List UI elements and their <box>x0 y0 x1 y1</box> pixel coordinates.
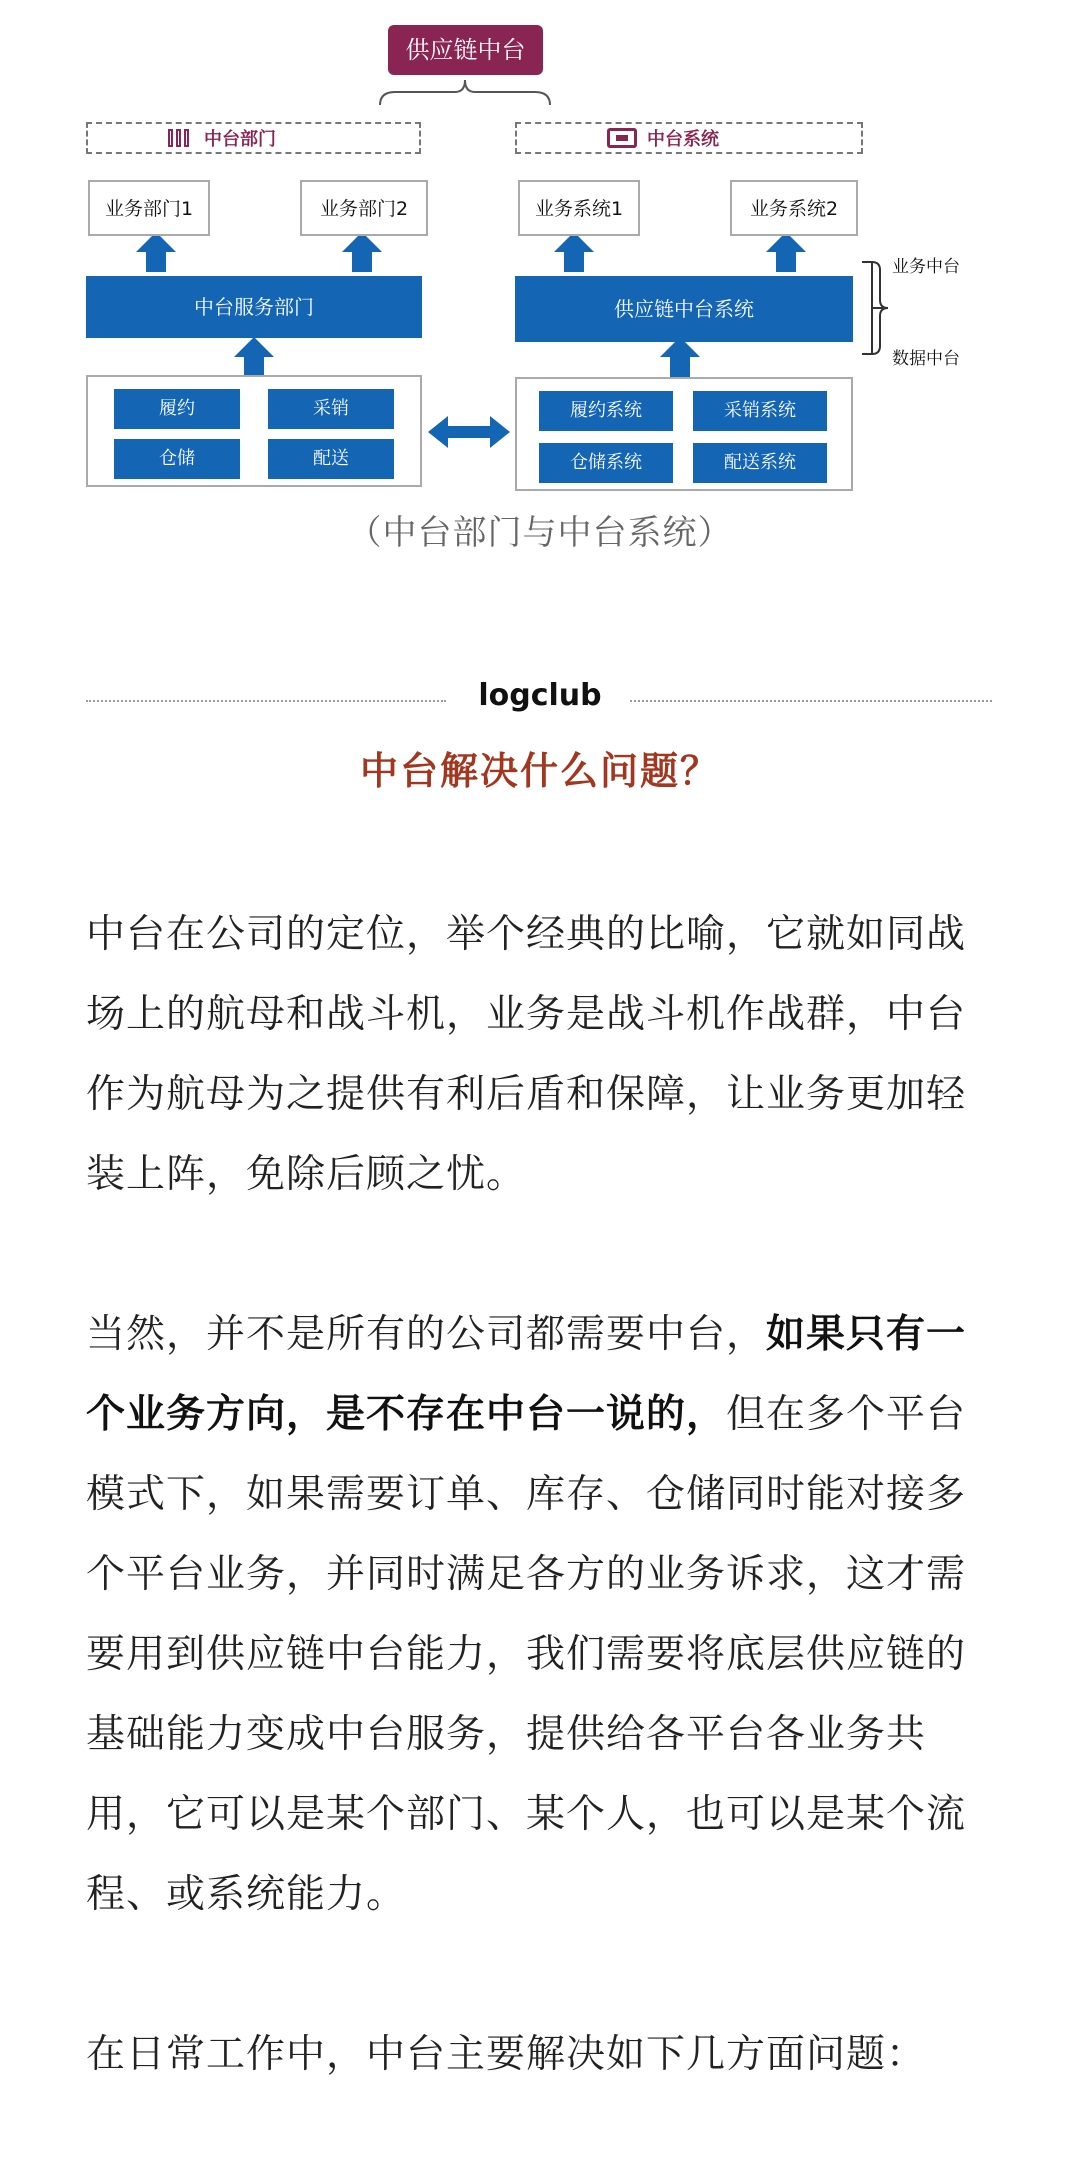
right-top-box-1: 业务系统1 <box>518 180 640 236</box>
arrow-left-1 <box>136 232 176 272</box>
right-unit-2: 采销系统 <box>693 391 827 431</box>
left-unit-group <box>86 375 422 487</box>
side-label-business: 业务中台 <box>892 257 960 277</box>
arrow-right-2 <box>766 232 806 272</box>
supply-chain-diagram <box>0 0 1080 500</box>
left-unit-1: 履约 <box>114 389 240 429</box>
right-group-title: 中台系统 <box>647 129 719 150</box>
paragraph-2-end: 但在多个平台模式下，如果需要订单、库存、仓储同时能对接多个平台业务，并同时满足各方的业务诉求，这才需要用到供应链中台能力，我们需要将底层供应链的基础能力变成中台服务，提供给各平台各业务共用，它可以是某个部门、某个人，也可以是某个流程、或系统能力。 <box>86 1392 967 1917</box>
left-group-title: 中台部门 <box>204 129 276 150</box>
left-group-header <box>86 122 421 154</box>
department-icon <box>168 129 194 147</box>
system-icon <box>607 128 637 148</box>
left-unit-3: 仓储 <box>114 439 240 479</box>
paragraph-2-start: 当然，并不是所有的公司都需要中台， <box>86 1312 767 1357</box>
left-top-box-2: 业务部门2 <box>300 180 428 236</box>
arrow-left-2 <box>342 232 382 272</box>
root-node: 供应链中台 <box>388 25 543 75</box>
side-label-data: 数据中台 <box>892 349 960 369</box>
paragraph-1: 中台在公司的定位，举个经典的比喻，它就如同战场上的航母和战斗机，业务是战斗机作战群，中台作为航母为之提供有利后盾和保障，让业务更加轻装上阵，免除后顾之忧。 <box>86 912 967 1197</box>
right-unit-3: 仓储系统 <box>539 443 673 483</box>
arrow-right-3 <box>660 337 700 377</box>
left-unit-2: 采销 <box>268 389 394 429</box>
arrow-right-1 <box>554 232 594 272</box>
left-service-bar: 中台服务部门 <box>86 276 422 338</box>
right-unit-group <box>515 377 853 491</box>
paragraph-2 <box>86 1295 996 1935</box>
paragraph-2-bold: 如果只有一个业务方向，是不存在中台一说的， <box>86 1312 967 1437</box>
right-unit-1: 履约系统 <box>539 391 673 431</box>
root-brace <box>380 80 550 105</box>
right-top-box-2: 业务系统2 <box>730 180 858 236</box>
right-unit-4: 配送系统 <box>693 443 827 483</box>
arrow-left-3 <box>234 337 274 377</box>
paragraph-3: 在日常工作中，中台主要解决如下几方面问题： <box>86 2032 927 2077</box>
diagram-caption: （中台部门与中台系统） <box>347 513 733 553</box>
left-unit-4: 配送 <box>268 439 394 479</box>
right-system-bar: 供应链中台系统 <box>515 276 853 342</box>
section-tag: logclub <box>478 678 602 713</box>
double-arrow <box>428 416 510 448</box>
right-group-header <box>515 122 863 154</box>
left-top-box-1: 业务部门1 <box>88 180 210 236</box>
side-brace <box>862 262 886 354</box>
section-title: 中台解决什么问题？ <box>359 749 720 793</box>
